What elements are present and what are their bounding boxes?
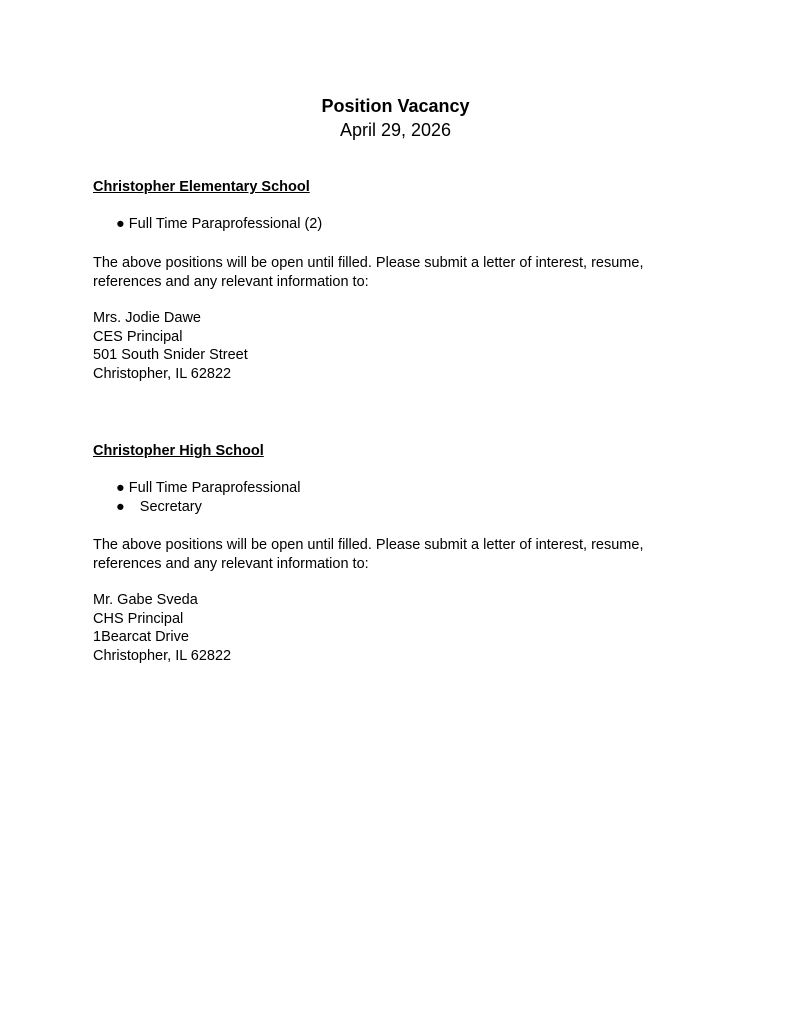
list-item: [116, 215, 322, 234]
instructions-line: The above positions will be open until filled. Please submit a letter of interest, resume,: [93, 255, 644, 271]
contact-high: [93, 591, 693, 665]
contact-elementary: [93, 309, 693, 383]
contact-city: Christopher, IL 62822: [93, 365, 232, 382]
contact-name: Mr. Gabe Sveda: [93, 592, 198, 608]
school-heading-high: Christopher High School: [93, 443, 264, 459]
instructions-line: references and any relevant information to:: [93, 555, 369, 572]
contact-role: CES Principal: [93, 328, 183, 345]
position-label: Secretary: [139, 498, 202, 515]
instructions-line: The above positions will be open until filled. Please submit a letter of interest, resume,: [93, 537, 644, 553]
contact-street: 501 South Snider Street: [93, 347, 248, 363]
contact-street: 1Bearcat Drive: [93, 629, 189, 645]
position-list-elementary: [116, 215, 322, 234]
position-label: Full Time Paraprofessional (2): [128, 216, 323, 232]
position-list-high: [116, 479, 300, 516]
bullet-icon: ●: [116, 216, 125, 232]
contact-name: Mrs. Jodie Dawe: [93, 310, 201, 326]
instructions-high: [93, 536, 693, 573]
contact-city: Christopher, IL 62822: [93, 647, 232, 664]
page-date: April 29, 2026: [339, 120, 452, 140]
list-item: [116, 479, 300, 498]
position-label: Full Time Paraprofessional: [128, 480, 301, 496]
list-item: [116, 498, 300, 517]
instructions-elementary: [93, 254, 693, 291]
school-heading-elementary: Christopher Elementary School: [93, 179, 310, 195]
contact-role: CHS Principal: [93, 610, 184, 627]
bullet-icon: ●: [116, 480, 125, 496]
page-title: Position Vacancy: [321, 96, 470, 116]
instructions-line: references and any relevant information to:: [93, 273, 369, 290]
bullet-icon: ●: [116, 498, 125, 515]
